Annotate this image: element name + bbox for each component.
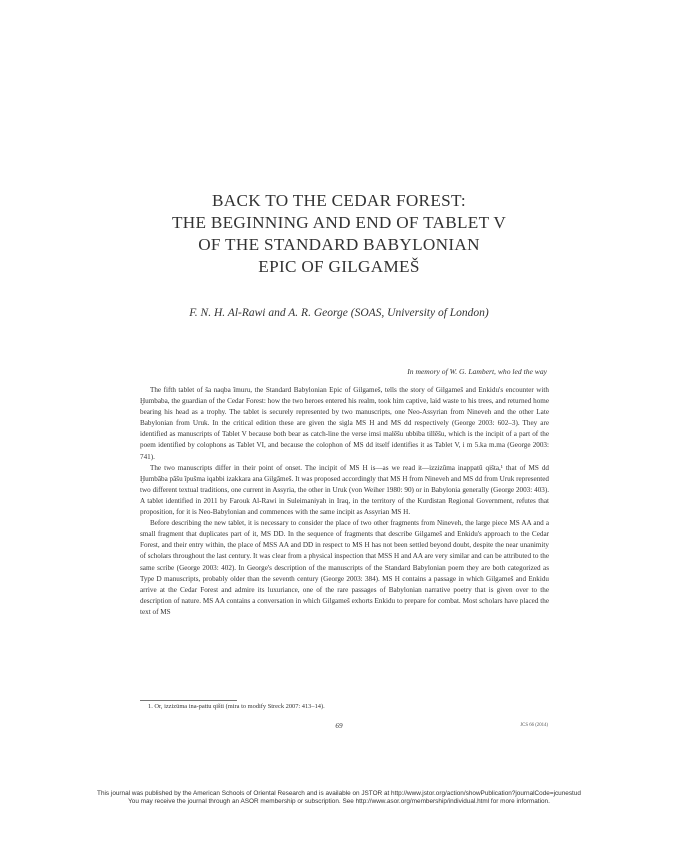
jstor-notice-line: This journal was published by the American Schools of Oriental Research and is available on JSTOR at http://www.jstor.org/action/showPublication?journalCode=jcunestud [97,790,581,797]
article-body [140,385,549,618]
body-paragraph: Before describing the new tablet, it is necessary to consider the place of two other fragments from Nineveh, the large piece MS AA and a small fragment that duplicates part of it, MS DD. In the sequence of fragments that describe Gilgameš and Enkidu's approach to the Cedar Forest, and their entry within, the place of MSS AA and DD in respect to MS H has not been settled beyond doubt, despite the near unanimity of scholars throughout the last century. It was clear from a physical inspection that MSS H and AA are very similar and can be attributed to the same scribe (George 2003: 402). In George's description of the manuscripts of the Standard Babylonian poem they are both categorized as Type D manuscripts, probably older than the seventh century (George 2003: 384). MS H contains a passage in which Gilgameš and Enkidu arrive at the Cedar Forest and admire its luxuriance, one of the rare passages of Babylonian narrative poetry that is given over to the description of nature. MS AA contains a conversation in which Gilgameš exhorts Enkidu to prepare for combat. Most scholars have placed the text of MS [140,519,549,616]
article-title [0,190,678,278]
body-paragraph: The fifth tablet of ša naqba īmuru, the Standard Babylonian Epic of Gilgameš, tells the story of Gilgameš and Enkidu's encounter with Ḫumbaba, the guardian of the Cedar Forest: how the two heroes entered his realm, took him captive, laid waste to his trees, and returned home bearing his head as a trophy. The tablet is securely represented by two manuscripts, one Neo-Assyrian from Nineveh and the other Late Babylonian from Uruk. In the critical edition these are given the sigla MS H and MS dd respectively (George 2003: 602–3). They are identified as manuscripts of Tablet V because both bear as catch-line the verse imsi malēšu ubbiba tillēšu, which is the incipit of a part of the poem identified by colophons as Tablet VI, and because the colophon of MS dd itself identifies it as Tablet V, i m 5.ka m.ma (George 2003: 741). [140,386,549,461]
body-paragraph: The two manuscripts differ in their point of onset. The incipit of MS H is—as we read it—izzizūma inappatū qišta,¹ that of MS dd Ḫumbāba pâšu īpušma iqabbi izakkara ana Gilgāmeš. It was proposed accordingly that MS H from Nineveh and MS dd from Uruk represented two different textual traditions, one current in Assyria, the other in Uruk (von Weiher 1980: 90) or in Babylonia generally (George 2003: 403). A tablet identified in 2011 by Farouk Al-Rawi in Suleimaniyah in Iraq, in the territory of the Kurdistan Regional Government, refutes that proposition, for it is Neo-Babylonian and commences with the same incipit as Assyrian MS H. [140,463,549,517]
dedication: In memory of W. G. Lambert, who led the way [407,367,547,376]
page-number: 69 [335,722,343,730]
jstor-notice-line: You may receive the journal through an ASOR membership or subscription. See http://www.asor.org/membership/individual.html for more information. [128,798,550,806]
title-line: THE BEGINNING AND END OF TABLET V [171,213,507,232]
footnote-divider [140,700,237,701]
jstor-notice [0,790,678,807]
footnote: 1. Or, izzizūma ina-pattu qišti (mira to modify Streck 2007: 413–14). [148,703,325,710]
title-line: EPIC OF GILGAMEŠ [258,257,420,276]
author-line: F. N. H. Al-Rawi and A. R. George (SOAS, University of London) [189,307,489,319]
journal-reference: JCS 66 (2014) [520,723,548,728]
title-line: BACK TO THE CEDAR FOREST: [212,191,466,210]
title-line: OF THE STANDARD BABYLONIAN [198,235,480,254]
